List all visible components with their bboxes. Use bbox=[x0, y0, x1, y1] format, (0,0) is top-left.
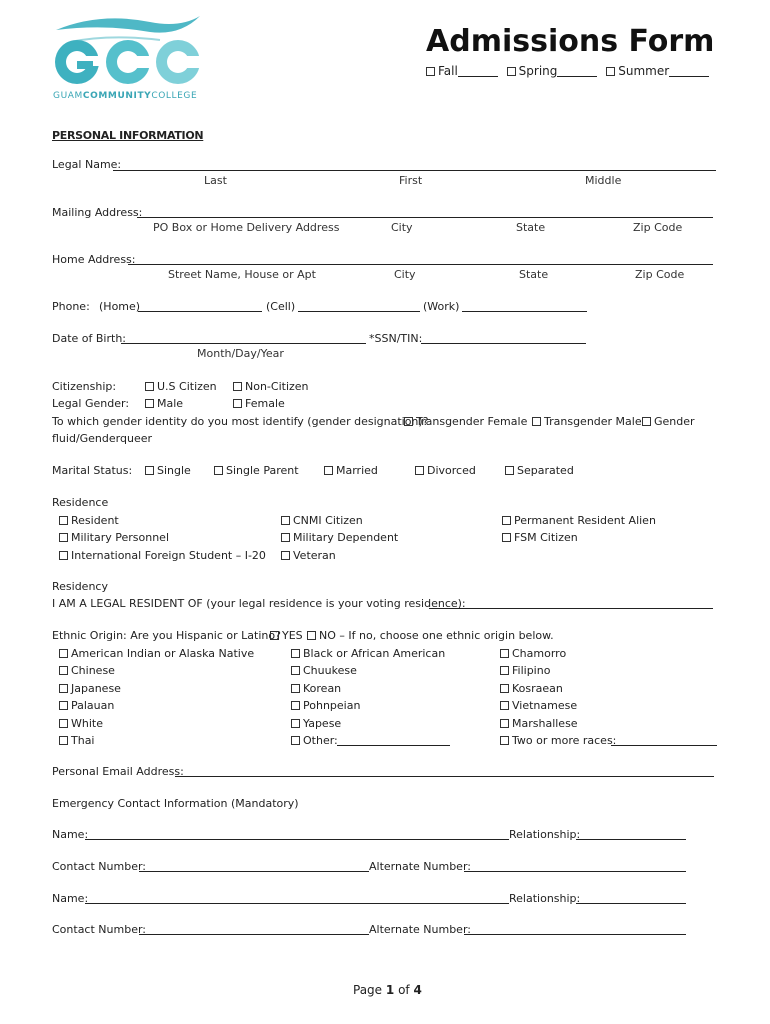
option-divorced[interactable]: Divorced bbox=[415, 464, 476, 477]
checkbox[interactable] bbox=[500, 719, 509, 728]
option-pohnpeian[interactable]: Pohnpeian bbox=[291, 699, 360, 712]
section-personal-info: PERSONAL INFORMATION bbox=[52, 129, 204, 142]
option-resident[interactable]: Resident bbox=[59, 514, 119, 527]
sub-first: First bbox=[399, 174, 423, 187]
checkbox[interactable] bbox=[291, 649, 300, 658]
single-checkbox[interactable] bbox=[145, 466, 154, 475]
option-married[interactable]: Married bbox=[324, 464, 378, 477]
ec1-name-field[interactable] bbox=[85, 839, 509, 840]
option-white[interactable]: White bbox=[59, 717, 103, 730]
sub-po-box: PO Box or Home Delivery Address bbox=[153, 221, 340, 234]
sub-dob: Month/Day/Year bbox=[197, 347, 284, 360]
option-korean[interactable]: Korean bbox=[291, 682, 341, 695]
cnmi-citizen-checkbox[interactable] bbox=[281, 516, 290, 525]
sub-state: State bbox=[516, 221, 546, 234]
option-kosraean[interactable]: Kosraean bbox=[500, 682, 563, 695]
checkbox[interactable] bbox=[59, 701, 68, 710]
sub-street: Street Name, House or Apt bbox=[168, 268, 316, 281]
option-veteran[interactable]: Veteran bbox=[281, 549, 336, 562]
option-us-citizen[interactable]: U.S Citizen bbox=[145, 380, 217, 393]
ethnic-question: Ethnic Origin: Are you Hispanic or Latino? bbox=[52, 629, 281, 642]
option-military-personnel[interactable]: Military Personnel bbox=[59, 531, 169, 544]
gcc-logo-icon bbox=[50, 12, 210, 92]
ec2-alternate-field[interactable] bbox=[464, 934, 686, 935]
checkbox[interactable] bbox=[291, 736, 300, 745]
ec2-alternate-label: Alternate Number: bbox=[369, 923, 471, 936]
option-single-parent[interactable]: Single Parent bbox=[214, 464, 299, 477]
summer-checkbox[interactable] bbox=[606, 67, 615, 76]
permanent-resident-checkbox[interactable] bbox=[502, 516, 511, 525]
emergency-heading: Emergency Contact Information (Mandatory) bbox=[52, 797, 299, 810]
spring-field[interactable] bbox=[557, 64, 597, 77]
residency-field[interactable] bbox=[429, 608, 713, 609]
ec1-alternate-field[interactable] bbox=[464, 871, 686, 872]
option-japanese[interactable]: Japanese bbox=[59, 682, 121, 695]
dob-field[interactable] bbox=[121, 343, 366, 344]
married-checkbox[interactable] bbox=[324, 466, 333, 475]
option-male[interactable]: Male bbox=[145, 397, 183, 410]
mailing-address-label: Mailing Address: bbox=[52, 206, 143, 219]
phone-label: Phone: bbox=[52, 300, 90, 313]
ec2-relationship-field[interactable] bbox=[576, 903, 686, 904]
ec2-name-label: Name: bbox=[52, 892, 89, 905]
option-yes[interactable]: YES bbox=[270, 629, 303, 642]
residency-label: Residency bbox=[52, 580, 108, 593]
fsm-citizen-checkbox[interactable] bbox=[502, 533, 511, 542]
option-american-indian[interactable]: American Indian or Alaska Native bbox=[59, 647, 254, 660]
option-separated[interactable]: Separated bbox=[505, 464, 574, 477]
option-thai[interactable]: Thai bbox=[59, 734, 95, 747]
home-address-label: Home Address: bbox=[52, 253, 136, 266]
phone-work-field[interactable] bbox=[462, 311, 587, 312]
option-black[interactable]: Black or African American bbox=[291, 647, 445, 660]
summer-field[interactable] bbox=[669, 64, 709, 77]
option-non-citizen[interactable]: Non-Citizen bbox=[233, 380, 309, 393]
single-parent-checkbox[interactable] bbox=[214, 466, 223, 475]
option-cnmi-citizen[interactable]: CNMI Citizen bbox=[281, 514, 363, 527]
legal-gender-label: Legal Gender: bbox=[52, 397, 130, 410]
option-vietnamese[interactable]: Vietnamese bbox=[500, 699, 577, 712]
other-field[interactable] bbox=[337, 745, 450, 746]
option-marshallese[interactable]: Marshallese bbox=[500, 717, 578, 730]
option-two-or-more[interactable]: Two or more races: bbox=[500, 734, 616, 747]
residency-question: I AM A LEGAL RESIDENT OF (your legal residence is your voting residence): bbox=[52, 597, 466, 610]
ssn-field[interactable] bbox=[421, 343, 586, 344]
separated-checkbox[interactable] bbox=[505, 466, 514, 475]
option-other[interactable]: Other: bbox=[291, 734, 338, 747]
male-checkbox[interactable] bbox=[145, 399, 154, 408]
phone-cell-label: (Cell) bbox=[266, 300, 296, 313]
sub-state: State bbox=[519, 268, 549, 281]
option-transgender-male[interactable]: Transgender Male bbox=[532, 415, 642, 428]
option-gender-fluid[interactable]: Gender bbox=[642, 415, 695, 428]
us-citizen-checkbox[interactable] bbox=[145, 382, 154, 391]
ssn-label: *SSN/TIN: bbox=[369, 332, 423, 345]
logo-wordmark: GUAMCOMMUNITYCOLLEGE bbox=[53, 91, 198, 101]
citizenship-label: Citizenship: bbox=[52, 380, 117, 393]
sub-zip: Zip Code bbox=[633, 221, 683, 234]
checkbox[interactable] bbox=[59, 719, 68, 728]
female-checkbox[interactable] bbox=[233, 399, 242, 408]
phone-cell-field[interactable] bbox=[298, 311, 420, 312]
term-selector: Fall Spring Summer bbox=[426, 64, 714, 78]
military-personnel-checkbox[interactable] bbox=[59, 533, 68, 542]
checkbox[interactable] bbox=[291, 701, 300, 710]
sub-last: Last bbox=[204, 174, 227, 187]
option-chamorro[interactable]: Chamorro bbox=[500, 647, 566, 660]
ec1-name-label: Name: bbox=[52, 828, 89, 841]
option-filipino[interactable]: Filipino bbox=[500, 664, 550, 677]
ec2-contact-field[interactable] bbox=[139, 934, 369, 935]
checkbox[interactable] bbox=[59, 649, 68, 658]
sub-middle: Middle bbox=[585, 174, 622, 187]
dob-label: Date of Birth: bbox=[52, 332, 127, 345]
email-field[interactable] bbox=[175, 776, 714, 777]
no-checkbox[interactable] bbox=[307, 631, 316, 640]
gender-identity-question: To which gender identity do you most identify (gender designation)? bbox=[52, 415, 429, 428]
checkbox[interactable] bbox=[291, 666, 300, 675]
option-permanent-resident[interactable]: Permanent Resident Alien bbox=[502, 514, 656, 527]
ec1-contact-label: Contact Number: bbox=[52, 860, 146, 873]
checkbox[interactable] bbox=[500, 666, 509, 675]
option-female[interactable]: Female bbox=[233, 397, 285, 410]
phone-home-label: (Home) bbox=[99, 300, 141, 313]
ec2-name-field[interactable] bbox=[85, 903, 509, 904]
sub-city: City bbox=[391, 221, 413, 234]
transgender-male-checkbox[interactable] bbox=[532, 417, 541, 426]
checkbox[interactable] bbox=[500, 649, 509, 658]
checkbox[interactable] bbox=[500, 701, 509, 710]
option-no[interactable]: NO – If no, choose one ethnic origin below. bbox=[307, 629, 554, 642]
option-palauan[interactable]: Palauan bbox=[59, 699, 114, 712]
international-student-checkbox[interactable] bbox=[59, 551, 68, 560]
email-label: Personal Email Address: bbox=[52, 765, 184, 778]
legal-name-label: Legal Name: bbox=[52, 158, 122, 171]
marital-status-label: Marital Status: bbox=[52, 464, 133, 477]
option-chuukese[interactable]: Chuukese bbox=[291, 664, 357, 677]
gcc-logo bbox=[50, 12, 210, 96]
option-yapese[interactable]: Yapese bbox=[291, 717, 341, 730]
checkbox[interactable] bbox=[59, 666, 68, 675]
option-single[interactable]: Single bbox=[145, 464, 191, 477]
phone-work-label: (Work) bbox=[423, 300, 460, 313]
fall-checkbox[interactable] bbox=[426, 67, 435, 76]
form-title: Admissions Form bbox=[426, 24, 715, 59]
checkbox[interactable] bbox=[500, 736, 509, 745]
checkbox[interactable] bbox=[59, 736, 68, 745]
ec1-relationship-label: Relationship: bbox=[509, 828, 581, 841]
option-international-student[interactable]: International Foreign Student – I-20 bbox=[59, 549, 266, 562]
checkbox[interactable] bbox=[291, 684, 300, 693]
option-chinese[interactable]: Chinese bbox=[59, 664, 115, 677]
option-military-dependent[interactable]: Military Dependent bbox=[281, 531, 398, 544]
checkbox[interactable] bbox=[291, 719, 300, 728]
veteran-checkbox[interactable] bbox=[281, 551, 290, 560]
sub-city: City bbox=[394, 268, 416, 281]
fall-field[interactable] bbox=[458, 64, 498, 77]
military-dependent-checkbox[interactable] bbox=[281, 533, 290, 542]
spring-checkbox[interactable] bbox=[507, 67, 516, 76]
residence-label: Residence bbox=[52, 496, 109, 509]
gender-fluid-checkbox[interactable] bbox=[642, 417, 651, 426]
divorced-checkbox[interactable] bbox=[415, 466, 424, 475]
legal-name-field[interactable] bbox=[113, 170, 716, 171]
checkbox[interactable] bbox=[500, 684, 509, 693]
option-transgender-female[interactable]: Transgender Female bbox=[404, 415, 527, 428]
option-fsm-citizen[interactable]: FSM Citizen bbox=[502, 531, 578, 544]
non-citizen-checkbox[interactable] bbox=[233, 382, 242, 391]
home-address-field[interactable] bbox=[128, 264, 713, 265]
gender-fluid-cont: fluid/Genderqueer bbox=[52, 432, 152, 445]
ec1-contact-field[interactable] bbox=[139, 871, 369, 872]
page-number: Page 1 of 4 bbox=[353, 983, 422, 997]
ec1-relationship-field[interactable] bbox=[576, 839, 686, 840]
transgender-female-checkbox[interactable] bbox=[404, 417, 413, 426]
two-or-more-field[interactable] bbox=[611, 745, 717, 746]
phone-home-field[interactable] bbox=[138, 311, 262, 312]
ec2-contact-label: Contact Number: bbox=[52, 923, 146, 936]
yes-checkbox[interactable] bbox=[270, 631, 279, 640]
mailing-address-field[interactable] bbox=[137, 217, 713, 218]
ec1-alternate-label: Alternate Number: bbox=[369, 860, 471, 873]
checkbox[interactable] bbox=[59, 684, 68, 693]
ec2-relationship-label: Relationship: bbox=[509, 892, 581, 905]
sub-zip: Zip Code bbox=[635, 268, 685, 281]
resident-checkbox[interactable] bbox=[59, 516, 68, 525]
